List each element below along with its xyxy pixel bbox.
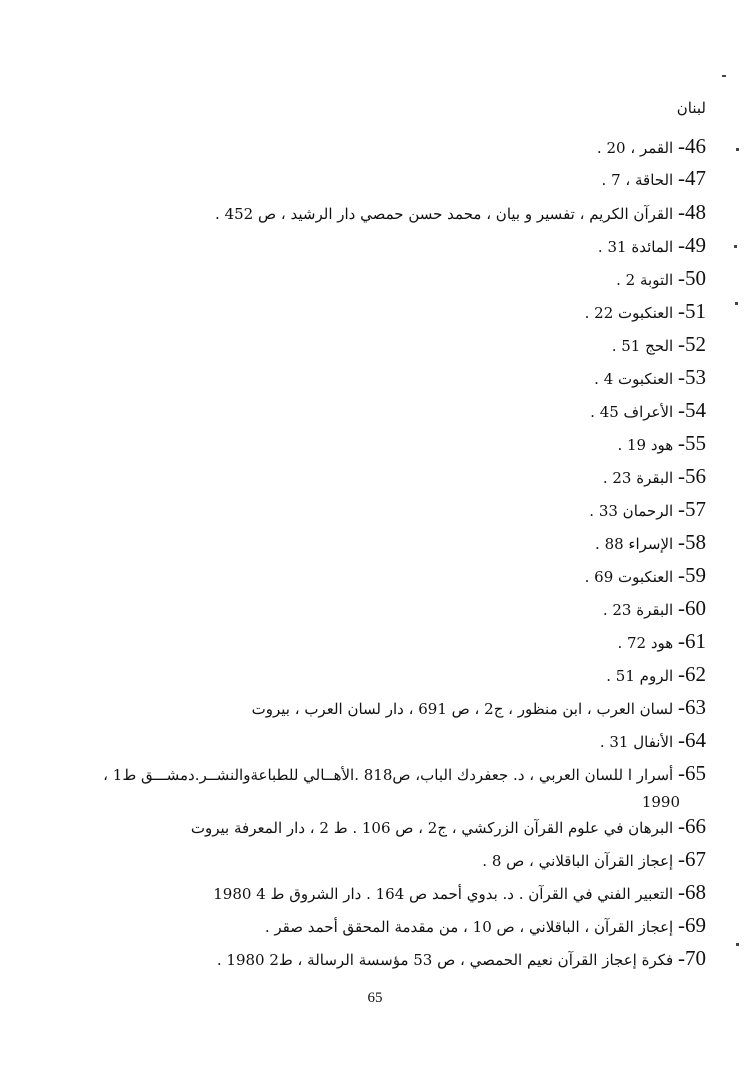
footnote-entry-49 bbox=[598, 235, 706, 257]
footnote-entry-48 bbox=[215, 202, 706, 224]
footnote-dash: - bbox=[678, 266, 685, 290]
footnote-entry-46 bbox=[597, 136, 706, 158]
footnote-dash: - bbox=[678, 847, 685, 871]
footnote-number: 57 bbox=[685, 497, 706, 521]
footnote-text: إعجاز القرآن ، الباقلاني ، ص 10 ، من مقدمة المحقق أحمد صقر . bbox=[264, 918, 674, 936]
footnote-dash: - bbox=[678, 728, 685, 752]
footnote-number: 54 bbox=[685, 398, 706, 422]
footnote-text: العنكبوت 4 . bbox=[594, 370, 674, 388]
footnote-text: العنكبوت 69 . bbox=[584, 568, 674, 586]
footnote-dash: - bbox=[678, 431, 685, 455]
header-word: لبنان bbox=[676, 99, 706, 117]
footnote-text: العنكبوت 22 . bbox=[584, 304, 674, 322]
footnote-dash: - bbox=[678, 530, 685, 554]
footnote-text: القرآن الكريم ، تفسير و بيان ، محمد حسن حمصي دار الرشيد ، ص 452 . bbox=[215, 205, 674, 223]
footnote-text: القمر ، 20 . bbox=[596, 139, 674, 157]
footnote-entry-47 bbox=[602, 168, 706, 190]
footnote-entry-56 bbox=[603, 466, 706, 488]
footnote-number: 56 bbox=[685, 464, 706, 488]
footnote-text: لسان العرب ، ابن منظور ، ج2 ، ص 691 ، دار لسان العرب ، بيروت bbox=[251, 700, 674, 718]
footnote-entry-66 bbox=[191, 816, 706, 838]
footnote-number: 48 bbox=[685, 200, 706, 224]
footnote-number: 66 bbox=[685, 814, 706, 838]
footnote-dash: - bbox=[678, 398, 685, 422]
footnote-dash: - bbox=[678, 200, 685, 224]
footnote-text: التعبير الفني في القرآن . د. بدوي أحمد ص 164 . دار الشروق ط 4 1980 bbox=[213, 885, 674, 903]
footnote-entry-51 bbox=[585, 301, 706, 323]
scan-speck bbox=[735, 302, 738, 305]
footnote-dash: - bbox=[678, 913, 685, 937]
footnote-number: 55 bbox=[685, 431, 706, 455]
footnote-number: 49 bbox=[685, 233, 706, 257]
page-number: 65 bbox=[367, 990, 383, 1006]
scan-speck bbox=[736, 148, 739, 151]
footnote-number: 61 bbox=[685, 629, 706, 653]
footnote-text: الحاقة ، 7 . bbox=[601, 171, 674, 189]
footnote-number: 60 bbox=[685, 596, 706, 620]
footnote-entry-61 bbox=[617, 631, 706, 653]
footnote-entry-63 bbox=[252, 697, 706, 719]
footnote-entry-62 bbox=[606, 664, 706, 686]
footnote-number: 53 bbox=[685, 365, 706, 389]
footnote-entry-53 bbox=[594, 367, 706, 389]
footnote-text: المائدة 31 . bbox=[597, 238, 674, 256]
footnote-text: إعجاز القرآن الباقلاني ، ص 8 . bbox=[482, 852, 674, 870]
footnote-entry-52 bbox=[612, 334, 706, 356]
footnote-text: هود 72 . bbox=[617, 634, 674, 652]
footnote-number: 64 bbox=[685, 728, 706, 752]
footnote-number: 47 bbox=[685, 166, 706, 190]
footnote-dash: - bbox=[678, 629, 685, 653]
footnote-text: البرهان في علوم القرآن الزركشي ، ج2 ، ص 106 . ط 2 ، دار المعرفة بيروت bbox=[190, 819, 674, 837]
footnote-number: 67 bbox=[685, 847, 706, 871]
footnote-dash: - bbox=[678, 563, 685, 587]
footnote-text: البقرة 23 . bbox=[602, 601, 674, 619]
footnote-dash: - bbox=[678, 880, 685, 904]
footnote-dash: - bbox=[678, 814, 685, 838]
footnote-number: 59 bbox=[685, 563, 706, 587]
footnote-dash: - bbox=[678, 134, 685, 158]
footnote-number: 51 bbox=[685, 299, 706, 323]
footnote-entry-57 bbox=[589, 499, 706, 521]
footnote-number: 62 bbox=[685, 662, 706, 686]
footnote-entry-58 bbox=[595, 532, 706, 554]
footnote-text: هود 19 . bbox=[617, 436, 674, 454]
footnote-entry-68 bbox=[213, 882, 706, 904]
footnote-dash: - bbox=[678, 761, 685, 785]
footnote-dash: - bbox=[678, 662, 685, 686]
footnote-number: 68 bbox=[685, 880, 706, 904]
footnote-dash: - bbox=[678, 497, 685, 521]
footnote-entry-50 bbox=[616, 268, 706, 290]
footnote-number: 46 bbox=[685, 134, 706, 158]
footnote-entry-55 bbox=[617, 433, 706, 455]
footnote-number: 70 bbox=[685, 946, 706, 970]
scan-speck bbox=[734, 245, 737, 248]
footnote-entry-65 bbox=[103, 763, 706, 785]
footnote-number: 58 bbox=[685, 530, 706, 554]
footnote-entry-60 bbox=[603, 598, 706, 620]
footnote-text: الإسراء 88 . bbox=[595, 535, 674, 553]
footnote-entry-67 bbox=[482, 849, 706, 871]
footnote-text: فكرة إعجاز القرآن نعيم الحمصي ، ص 53 مؤسسة الرسالة ، ط2 1980 . bbox=[216, 951, 674, 969]
footnote-entry-59 bbox=[585, 565, 706, 587]
footnote-dash: - bbox=[678, 166, 685, 190]
footnote-text: الروم 51 . bbox=[606, 667, 674, 685]
footnote-number: 50 bbox=[685, 266, 706, 290]
footnote-entry-54 bbox=[590, 400, 706, 422]
entry-65-continuation: 1990 bbox=[641, 793, 680, 811]
footnote-dash: - bbox=[678, 365, 685, 389]
footnote-text: البقرة 23 . bbox=[602, 469, 674, 487]
footnote-dash: - bbox=[678, 596, 685, 620]
footnote-text: الأعراف 45 . bbox=[590, 403, 674, 421]
footnote-text: الرحمان 33 . bbox=[589, 502, 674, 520]
footnote-number: 63 bbox=[685, 695, 706, 719]
footnote-dash: - bbox=[678, 332, 685, 356]
footnote-number: 52 bbox=[685, 332, 706, 356]
footnote-entry-69 bbox=[265, 915, 706, 937]
footnote-entry-70 bbox=[217, 948, 706, 970]
scan-speck bbox=[736, 943, 739, 946]
footnote-entry-64 bbox=[600, 730, 706, 752]
footnote-dash: - bbox=[678, 695, 685, 719]
footnote-dash: - bbox=[678, 233, 685, 257]
footnote-text: الأنفال 31 . bbox=[599, 733, 674, 751]
scan-speck bbox=[722, 75, 726, 77]
footnote-number: 69 bbox=[685, 913, 706, 937]
footnote-text: الحج 51 . bbox=[611, 337, 674, 355]
footnote-dash: - bbox=[678, 464, 685, 488]
footnote-dash: - bbox=[678, 299, 685, 323]
footnote-text: التوبة 2 . bbox=[616, 271, 674, 289]
footnote-number: 65 bbox=[685, 761, 706, 785]
footnote-text: أسرار ا للسان العربي ، د. جعفردك الباب، ص818 .الأهــالي للطباعةوالنشــر.دمشـــق ط1 ، bbox=[103, 766, 674, 784]
footnote-dash: - bbox=[678, 946, 685, 970]
